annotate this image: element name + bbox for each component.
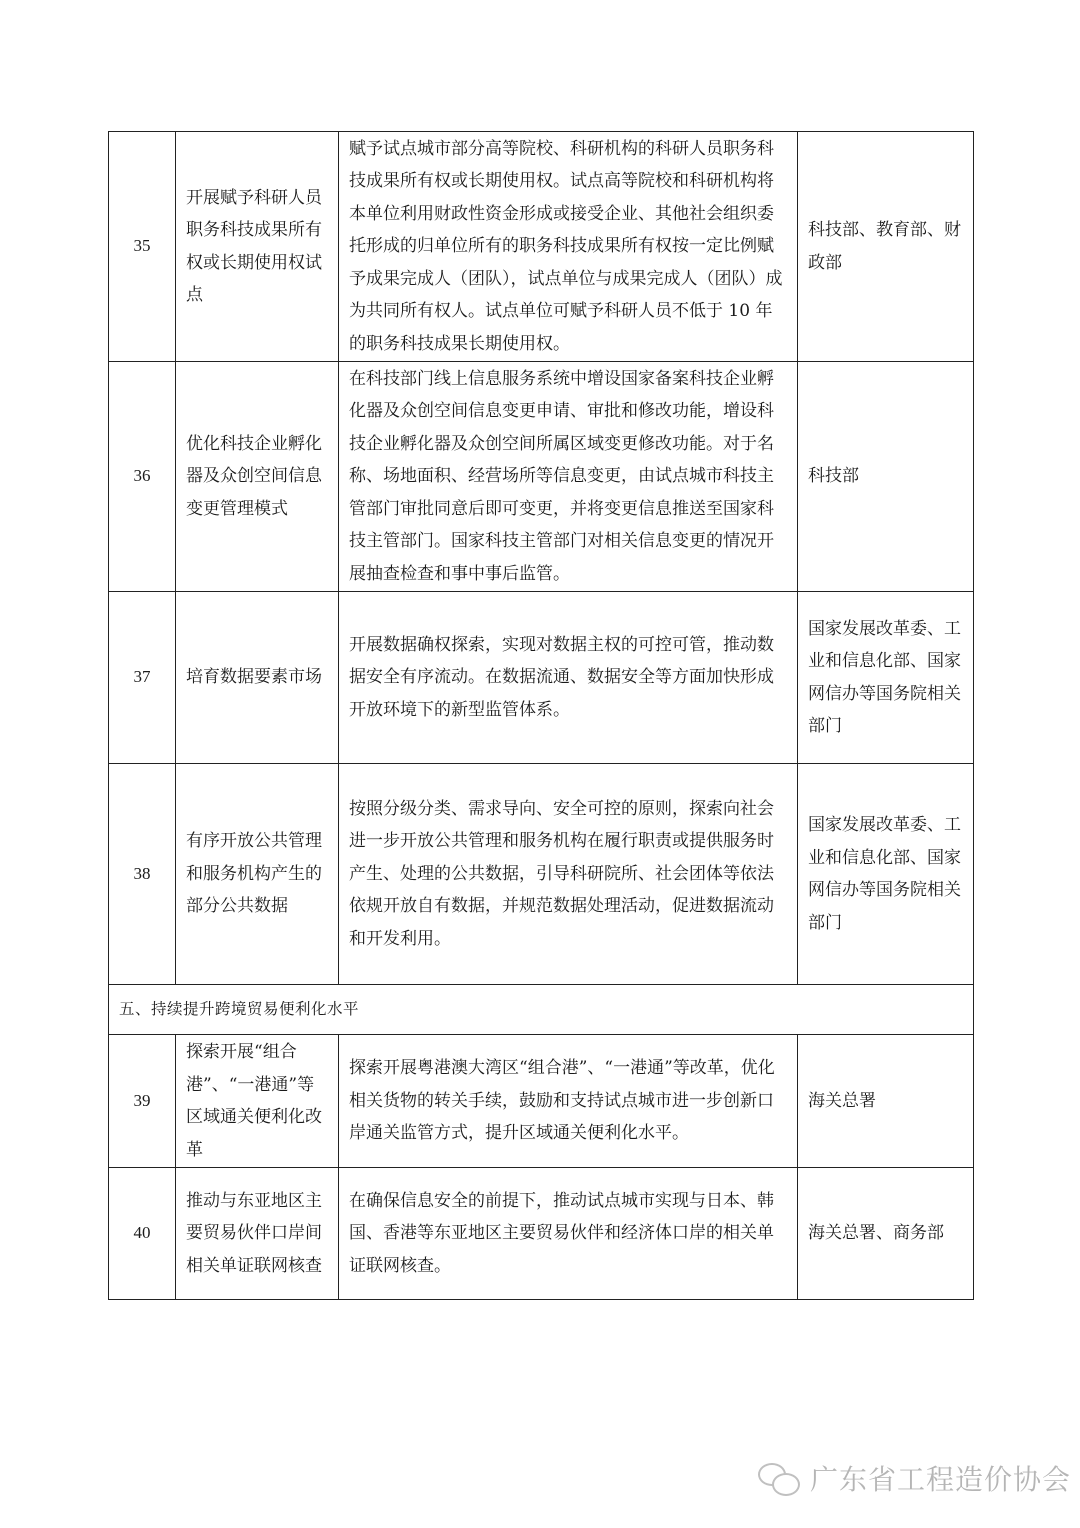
table-row: [109, 362, 974, 592]
table-row: [109, 132, 974, 362]
row-number: 40: [109, 1168, 176, 1300]
table-row: [109, 1035, 974, 1168]
responsible-departments: 国家发展改革委、工业和信息化部、国家网信办等国务院相关部门: [798, 592, 974, 764]
reform-description: 在科技部门线上信息服务系统中增设国家备案科技企业孵化器及众创空间信息变更申请、审批和修改功能，增设科技企业孵化器及众创空间所属区域变更修改功能。对于名称、场地面积、经营场所等信息变更，由试点城市科技主管部门审批同意后即可变更，并将变更信息推送至国家科技主管部门。国家科技主管部门对相关信息变更的情况开展抽查检查和事中事后监管。: [339, 362, 798, 592]
responsible-departments: 海关总署、商务部: [798, 1168, 974, 1300]
row-number: 38: [109, 764, 176, 985]
reform-item: 有序开放公共管理和服务机构产生的部分公共数据: [176, 764, 339, 985]
reform-item: 探索开展“组合港”、“一港通”等区域通关便利化改革: [176, 1035, 339, 1168]
table-row: [109, 592, 974, 764]
policy-table: [108, 131, 974, 1300]
reform-description: 按照分级分类、需求导向、安全可控的原则，探索向社会进一步开放公共管理和服务机构在履行职责或提供服务时产生、处理的公共数据，引导科研院所、社会团体等依法依规开放自有数据，并规范数据处理活动，促进数据流动和开发利用。: [339, 764, 798, 985]
row-number: 39: [109, 1035, 176, 1168]
row-number: 36: [109, 362, 176, 592]
section-heading: 五、持续提升跨境贸易便利化水平: [109, 985, 974, 1035]
reform-description: 探索开展粤港澳大湾区“组合港”、“一港通”等改革，优化相关货物的转关手续，鼓励和支持试点城市进一步创新口岸通关监管方式，提升区域通关便利化水平。: [339, 1035, 798, 1168]
reform-description: 赋予试点城市部分高等院校、科研机构的科研人员职务科技成果所有权或长期使用权。试点高等院校和科研机构将本单位利用财政性资金形成或接受企业、其他社会组织委托形成的归单位所有的职务科技成果所有权按一定比例赋予成果完成人（团队），试点单位与成果完成人（团队）成为共同所有权人。试点单位可赋予科研人员不低于 10 年的职务科技成果长期使用权。: [339, 132, 798, 362]
watermark-text: 广东省工程造价协会: [810, 1463, 1072, 1496]
responsible-departments: 国家发展改革委、工业和信息化部、国家网信办等国务院相关部门: [798, 764, 974, 985]
section-heading-row: [109, 985, 974, 1035]
table-row: [109, 764, 974, 985]
reform-item: 开展赋予科研人员职务科技成果所有权或长期使用权试点: [176, 132, 339, 362]
responsible-departments: 科技部、教育部、财政部: [798, 132, 974, 362]
row-number: 37: [109, 592, 176, 764]
reform-item: 推动与东亚地区主要贸易伙伴口岸间相关单证联网核查: [176, 1168, 339, 1300]
reform-description: 在确保信息安全的前提下，推动试点城市实现与日本、韩国、香港等东亚地区主要贸易伙伴和经济体口岸的相关单证联网核查。: [339, 1168, 798, 1300]
reform-description: 开展数据确权探索，实现对数据主权的可控可管，推动数据安全有序流动。在数据流通、数据安全等方面加快形成开放环境下的新型监管体系。: [339, 592, 798, 764]
table-row: [109, 1168, 974, 1300]
watermark: [758, 1458, 1071, 1498]
wechat-icon: [758, 1461, 802, 1495]
responsible-departments: 科技部: [798, 362, 974, 592]
reform-item: 培育数据要素市场: [176, 592, 339, 764]
row-number: 35: [109, 132, 176, 362]
reform-item: 优化科技企业孵化器及众创空间信息变更管理模式: [176, 362, 339, 592]
responsible-departments: 海关总署: [798, 1035, 974, 1168]
